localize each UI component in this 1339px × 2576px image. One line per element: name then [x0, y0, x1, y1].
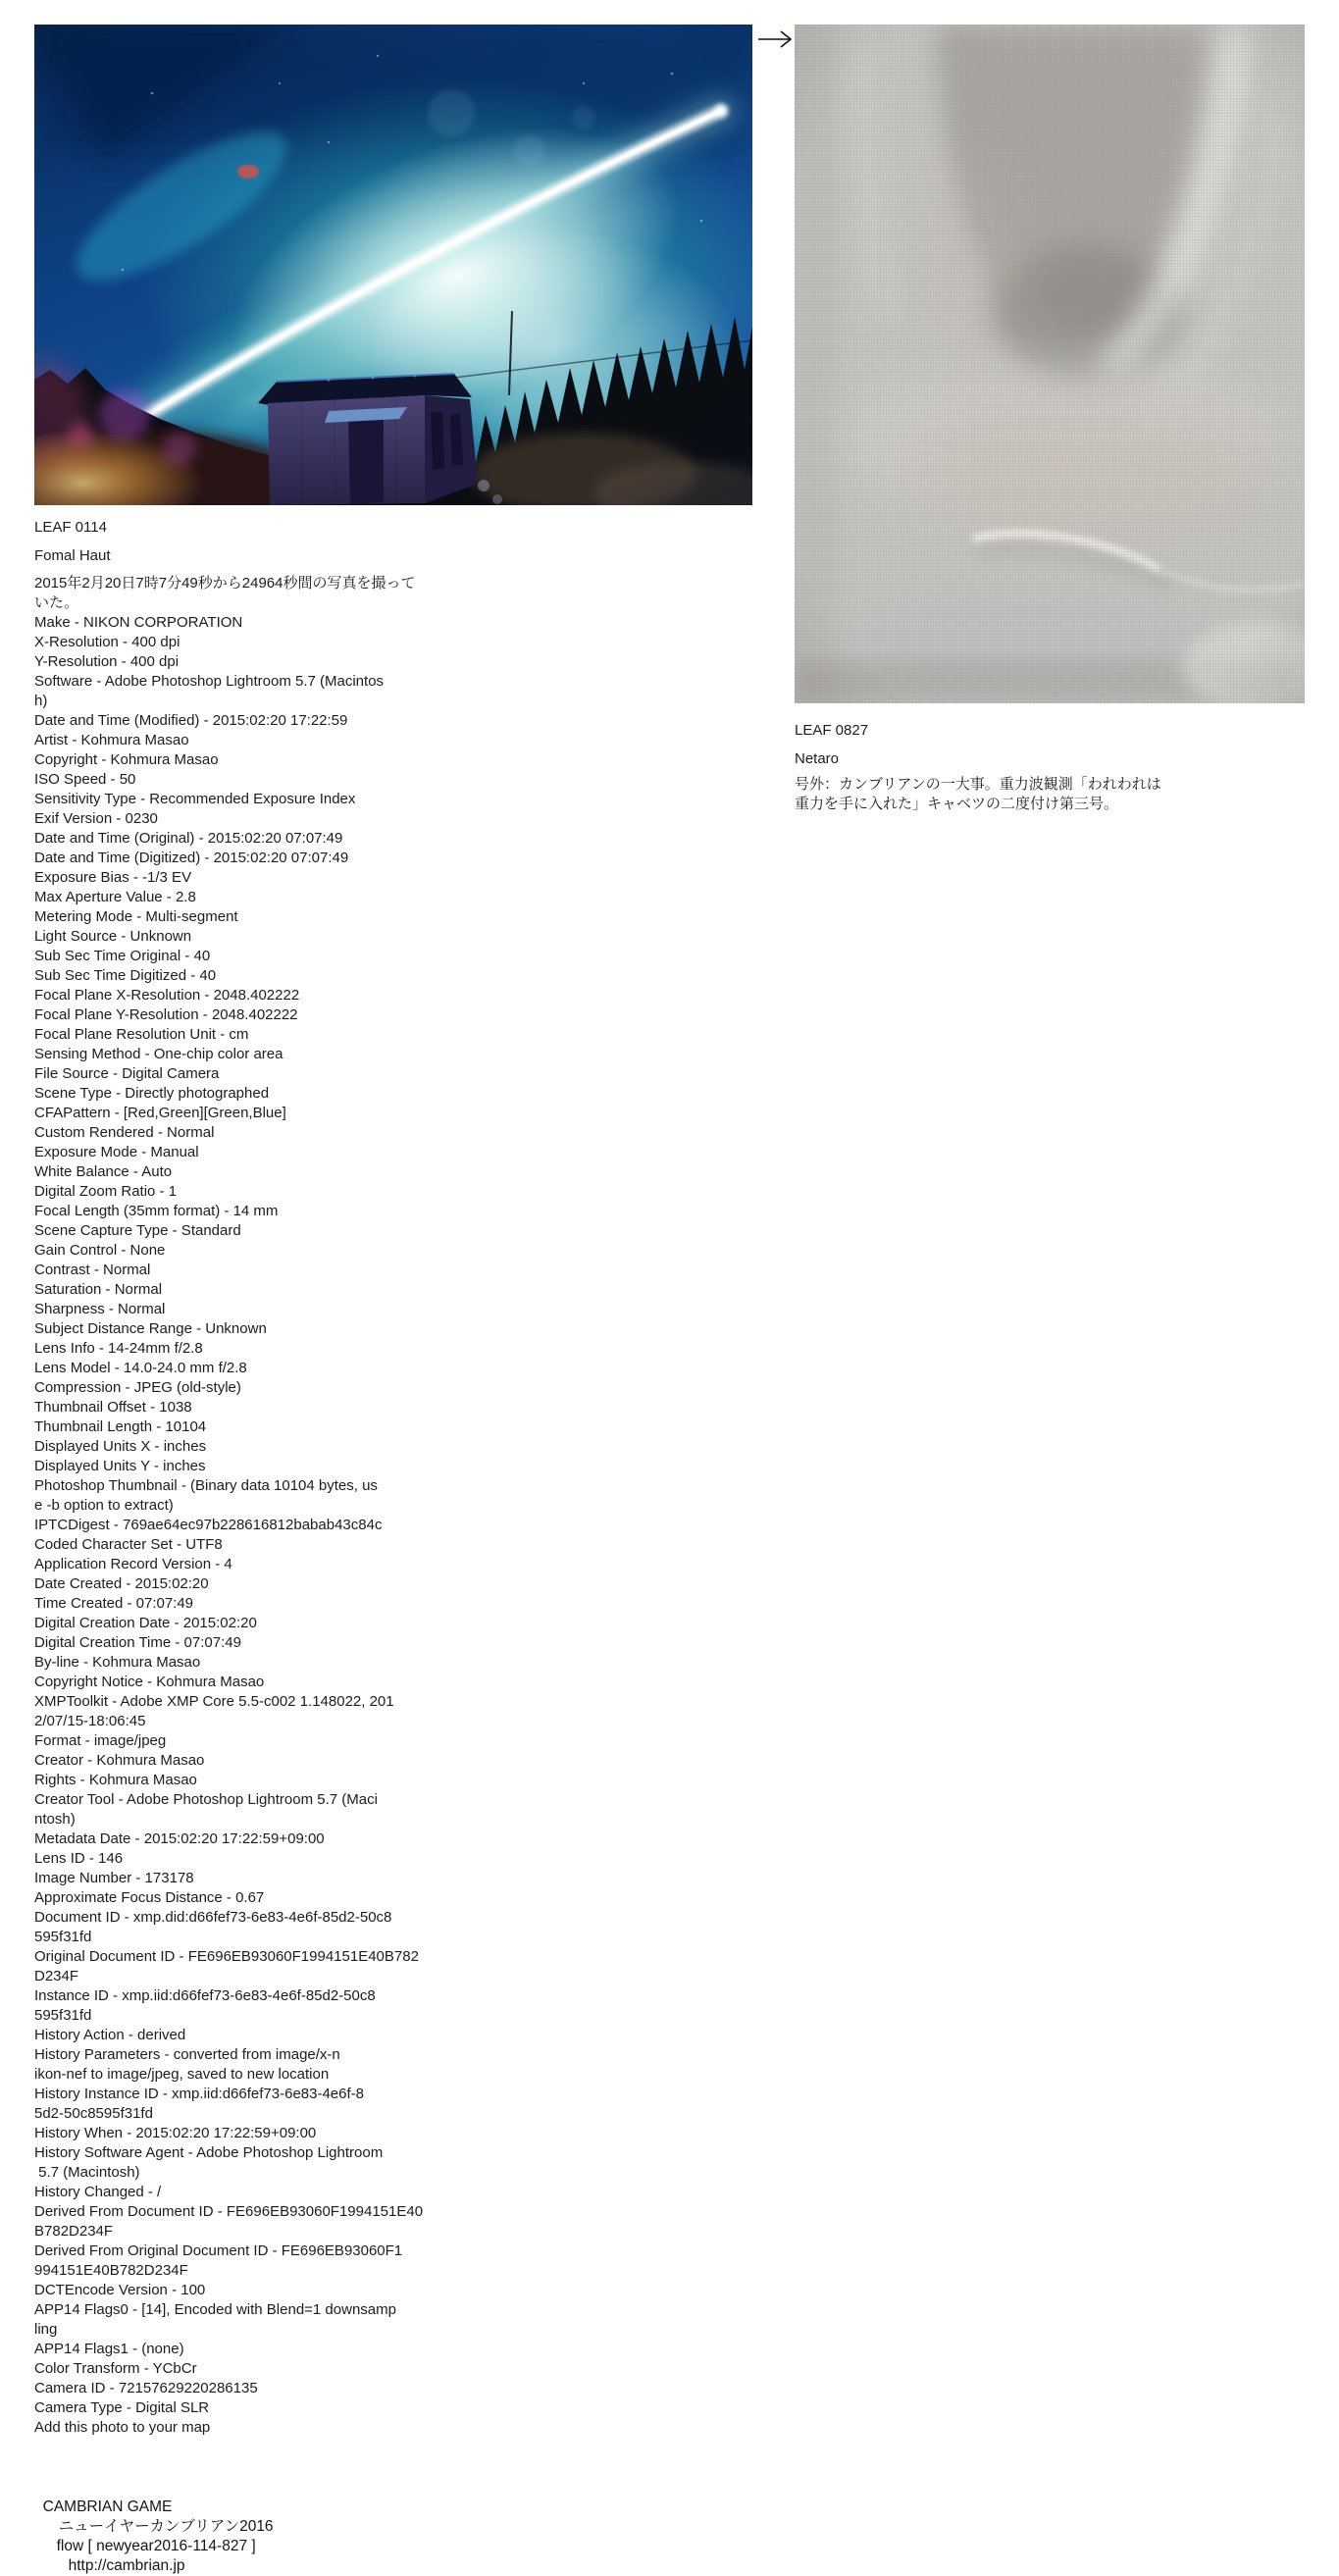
metadata-line: Instance ID - xmp.iid:d66fef73-6e83-4e6f-85d2-50c8 [34, 1987, 376, 2004]
metadata-line: History Instance ID - xmp.iid:d66fef73-6e83-4e6f-8 [34, 2086, 364, 2102]
metadata-line: Scene Capture Type - Standard [34, 1222, 241, 1239]
metadata-line: Sensitivity Type - Recommended Exposure Index [34, 791, 356, 807]
metadata-line: D234F [34, 1968, 79, 1984]
metadata-line: Date and Time (Original) - 2015:02:20 07:07:49 [34, 830, 343, 847]
metadata-line: h) [34, 693, 48, 709]
metadata-line: Lens Info - 14-24mm f/2.8 [34, 1340, 203, 1357]
metadata-line: Creator - Kohmura Masao [34, 1752, 205, 1769]
metadata-line: History Action - derived [34, 2027, 186, 2043]
metadata-line: Sensing Method - One-chip color area [34, 1046, 283, 1062]
metadata-line: Date and Time (Digitized) - 2015:02:20 07:07:49 [34, 850, 349, 866]
metadata-line: ntosh) [34, 1811, 76, 1828]
metadata-line: APP14 Flags1 - (none) [34, 2341, 184, 2357]
right-photo-title: LEAF 0827 [795, 722, 869, 739]
metadata-line: Custom Rendered - Normal [34, 1124, 215, 1141]
metadata-line: Light Source - Unknown [34, 928, 192, 945]
metadata-line: Copyright - Kohmura Masao [34, 751, 219, 768]
metadata-line: Contrast - Normal [34, 1262, 151, 1278]
metadata-line: Exposure Bias - -1/3 EV [34, 869, 192, 886]
metadata-line: Digital Zoom Ratio - 1 [34, 1183, 178, 1200]
metadata-line: Focal Plane Y-Resolution - 2048.402222 [34, 1006, 298, 1023]
metadata-line: File Source - Digital Camera [34, 1065, 220, 1082]
metadata-line: 994151E40B782D234F [34, 2262, 188, 2279]
metadata-line: Focal Plane X-Resolution - 2048.402222 [34, 987, 300, 1004]
footer-url-link[interactable]: http://cambrian.jp [68, 2557, 185, 2574]
footer-flow-id: flow [ newyear2016-114-827 ] [56, 2538, 256, 2554]
metadata-line: XMPToolkit - Adobe XMP Core 5.5-c002 1.148022, 201 [34, 1693, 394, 1710]
metadata-line: Lens Model - 14.0-24.0 mm f/2.8 [34, 1360, 247, 1376]
metadata-line: Focal Length (35mm format) - 14 mm [34, 1203, 279, 1219]
metadata-line: White Balance - Auto [34, 1163, 173, 1180]
right-photo-caption [795, 775, 1305, 814]
metadata-line: Time Created - 07:07:49 [34, 1595, 194, 1612]
caption-line: 重力を手に入れた」キャベツの二度付け第三号。 [795, 796, 1119, 812]
metadata-line: IPTCDigest - 769ae64ec97b228616812babab43c84c [34, 1517, 383, 1533]
metadata-line: Application Record Version - 4 [34, 1556, 232, 1572]
metadata-line: 595f31fd [34, 2007, 92, 2024]
metadata-line: Exif Version - 0230 [34, 810, 158, 827]
metadata-line: History Parameters - converted from image/x-n [34, 2046, 340, 2063]
metadata-line: Lens ID - 146 [34, 1850, 124, 1867]
metadata-line: Derived From Original Document ID - FE696EB93060F1 [34, 2242, 403, 2259]
metadata-line: Color Transform - YCbCr [34, 2360, 197, 2377]
metadata-line: Camera Type - Digital SLR [34, 2399, 210, 2416]
metadata-line: Metering Mode - Multi-segment [34, 908, 238, 925]
caption-line: 号外：カンブリアンの一大事。重力波観測「われわれは [795, 776, 1161, 793]
metadata-line: Digital Creation Time - 07:07:49 [34, 1634, 241, 1651]
metadata-line: 595f31fd [34, 1929, 92, 1945]
metadata-line: APP14 Flags0 - [14], Encoded with Blend=1 downsamp [34, 2301, 396, 2318]
metadata-line: e -b option to extract) [34, 1497, 174, 1514]
metadata-line: Rights - Kohmura Masao [34, 1772, 197, 1788]
right-photo-details [795, 721, 1305, 814]
metadata-line: Digital Creation Date - 2015:02:20 [34, 1615, 257, 1631]
metadata-line: Approximate Focus Distance - 0.67 [34, 1889, 265, 1906]
metadata-line: Camera ID - 72157629220286135 [34, 2380, 258, 2396]
add-to-map-link[interactable]: Add this photo to your map [34, 2419, 211, 2436]
metadata-line: ling [34, 2321, 58, 2338]
metadata-line: Metadata Date - 2015:02:20 17:22:59+09:00 [34, 1830, 325, 1847]
metadata-line: Date Created - 2015:02:20 [34, 1575, 209, 1592]
photo-leaf-0827[interactable] [795, 25, 1305, 703]
metadata-line: X-Resolution - 400 dpi [34, 634, 180, 650]
metadata-line: Make - NIKON CORPORATION [34, 614, 243, 631]
left-photo-details [34, 518, 495, 2438]
metadata-line: Focal Plane Resolution Unit - cm [34, 1026, 249, 1043]
meteor-night-photo [34, 25, 752, 505]
metadata-line: Gain Control - None [34, 1242, 166, 1259]
metadata-line: Compression - JPEG (old-style) [34, 1379, 241, 1396]
metadata-line: Date and Time (Modified) - 2015:02:20 17:22:59 [34, 712, 348, 729]
metadata-line: Creator Tool - Adobe Photoshop Lightroom 5.7 (Maci [34, 1791, 378, 1808]
fabric-photo [795, 25, 1305, 703]
metadata-line: Thumbnail Offset - 1038 [34, 1399, 192, 1416]
metadata-line: 2/07/15-18:06:45 [34, 1713, 146, 1729]
left-photo-author: Fomal Haut [34, 547, 111, 564]
photo-leaf-0114[interactable] [34, 25, 752, 505]
exif-metadata-list [34, 574, 495, 2418]
metadata-line: Exposure Mode - Manual [34, 1144, 199, 1160]
metadata-line: History Changed - / [34, 2184, 162, 2200]
metadata-line: Photoshop Thumbnail - (Binary data 10104 bytes, us [34, 1477, 378, 1494]
metadata-line: Sub Sec Time Digitized - 40 [34, 967, 217, 984]
metadata-line: Format - image/jpeg [34, 1732, 167, 1749]
metadata-line: Subject Distance Range - Unknown [34, 1320, 267, 1337]
metadata-line: By-line - Kohmura Masao [34, 1654, 201, 1671]
metadata-line: DCTEncode Version - 100 [34, 2282, 206, 2298]
metadata-line: Thumbnail Length - 10104 [34, 1418, 207, 1435]
metadata-line: Document ID - xmp.did:d66fef73-6e83-4e6f-85d2-50c8 [34, 1909, 392, 1926]
metadata-line: Software - Adobe Photoshop Lightroom 5.7 (Macintos [34, 673, 385, 690]
metadata-line: ikon-nef to image/jpeg, saved to new location [34, 2066, 330, 2083]
metadata-line: Artist - Kohmura Masao [34, 732, 189, 748]
footer-event-title: ニューイヤーカンブリアン2016 [58, 2518, 274, 2535]
footer-brand: CAMBRIAN GAME [42, 2499, 173, 2515]
metadata-line: Coded Character Set - UTF8 [34, 1536, 223, 1553]
metadata-line: Copyright Notice - Kohmura Masao [34, 1674, 265, 1690]
metadata-line: Y-Resolution - 400 dpi [34, 653, 180, 670]
metadata-line: Saturation - Normal [34, 1281, 163, 1298]
metadata-line: Original Document ID - FE696EB93060F1994151E40B782 [34, 1948, 419, 1965]
metadata-line: Scene Type - Directly photographed [34, 1085, 270, 1102]
metadata-line: Sharpness - Normal [34, 1301, 166, 1317]
metadata-line: History Software Agent - Adobe Photoshop Lightroom [34, 2144, 384, 2161]
metadata-line: いた。 [34, 594, 79, 611]
metadata-line: Displayed Units Y - inches [34, 1458, 206, 1474]
flow-arrow-icon [756, 28, 796, 50]
metadata-line: Sub Sec Time Original - 40 [34, 948, 211, 964]
metadata-line: Image Number - 173178 [34, 1870, 194, 1886]
metadata-line: Displayed Units X - inches [34, 1438, 207, 1455]
metadata-line: Max Aperture Value - 2.8 [34, 889, 196, 905]
metadata-line: Derived From Document ID - FE696EB93060F1994151E40 [34, 2203, 424, 2220]
metadata-line: CFAPattern - [Red,Green][Green,Blue] [34, 1105, 286, 1121]
left-photo-title: LEAF 0114 [34, 519, 107, 536]
metadata-line: B782D234F [34, 2223, 114, 2240]
metadata-line: ISO Speed - 50 [34, 771, 136, 788]
right-photo-author: Netaro [795, 750, 840, 767]
metadata-line: 5d2-50c8595f31fd [34, 2105, 153, 2122]
footer-bar [34, 2478, 274, 2574]
metadata-line: 5.7 (Macintosh) [34, 2164, 140, 2181]
metadata-line: 2015年2月20日7時7分49秒から24964秒間の写真を撮って [34, 575, 416, 592]
metadata-line: History When - 2015:02:20 17:22:59+09:00 [34, 2125, 317, 2141]
